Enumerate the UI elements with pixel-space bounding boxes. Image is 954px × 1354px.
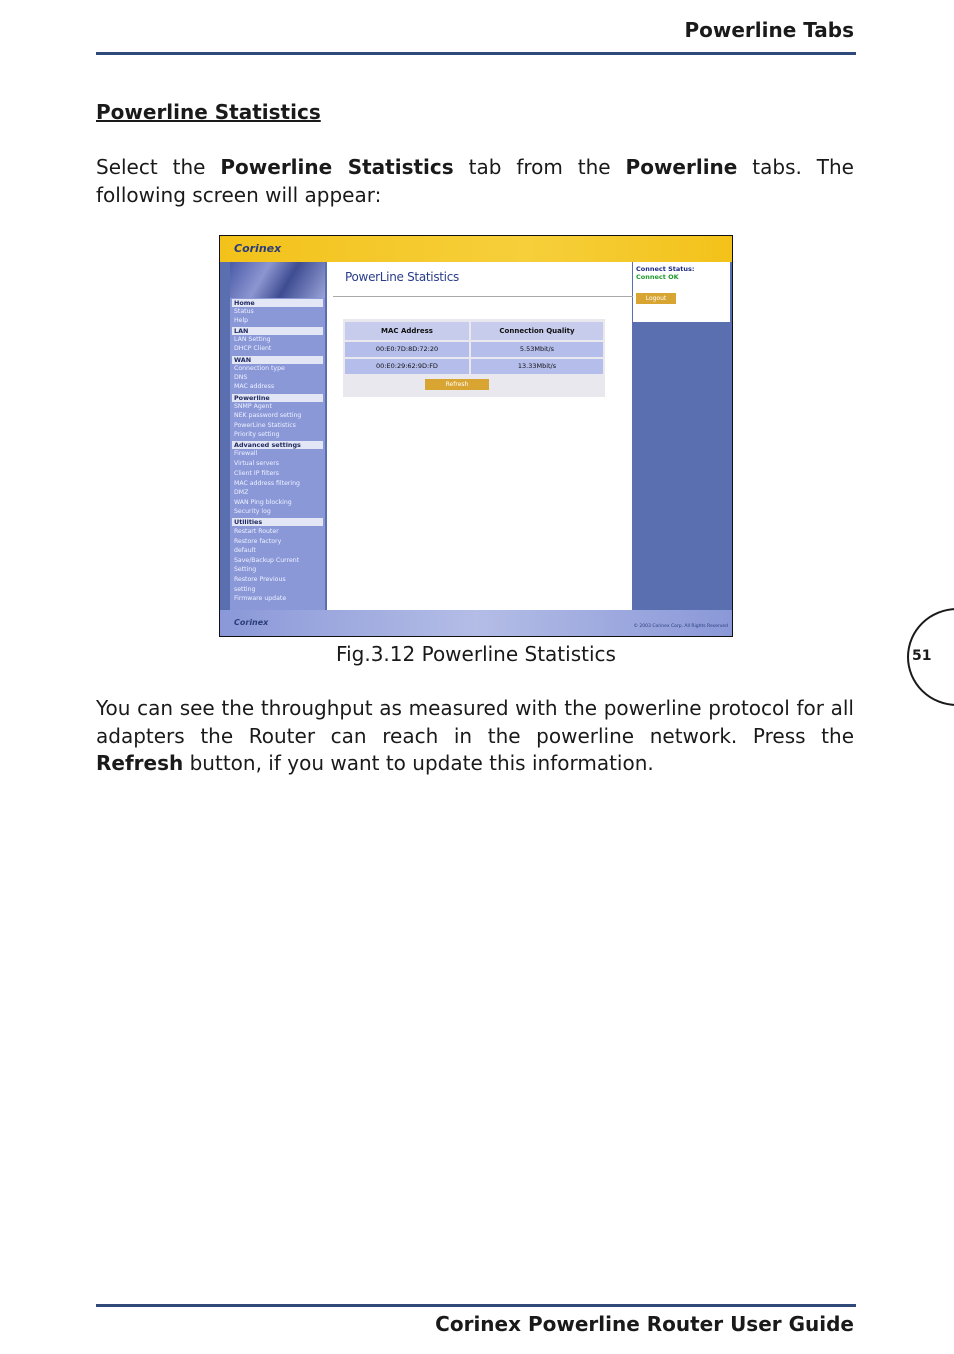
nav-item-mac-address[interactable]: MAC address xyxy=(234,383,275,390)
nav-item-virtual-servers[interactable]: Virtual servers xyxy=(234,460,279,467)
nav-group-powerline[interactable]: Powerline xyxy=(232,394,323,402)
nav-item-setting-2[interactable]: setting xyxy=(234,586,256,593)
running-footer: Corinex Powerline Router User Guide xyxy=(435,1312,854,1336)
header-photo xyxy=(230,262,325,298)
nav-item-firmware-update[interactable]: Firmware update xyxy=(234,595,287,602)
nav-item-nek-password[interactable]: NEK password setting xyxy=(234,412,302,419)
header-rule xyxy=(96,52,856,55)
content-divider xyxy=(333,296,633,297)
table-cell-quality-2: 13.33Mbit/s xyxy=(471,359,603,374)
body-text-1: You can see the throughput as measured with the powerline protocol for all adapters the Router can reach in the powerline network. Press the xyxy=(96,696,854,748)
nav-item-dns[interactable]: DNS xyxy=(234,374,248,381)
refresh-button[interactable]: Refresh xyxy=(425,379,489,390)
nav-item-priority-setting[interactable]: Priority setting xyxy=(234,431,280,438)
connect-status-label: Connect Status: xyxy=(636,265,695,273)
column-header-quality: Connection Quality xyxy=(471,322,603,340)
nav-item-restore-factory[interactable]: Restore factory xyxy=(234,538,282,545)
table-cell-quality-1: 5.53Mbit/s xyxy=(471,342,603,357)
nav-group-utilities[interactable]: Utilities xyxy=(232,518,323,526)
screenshot-page-title: PowerLine Statistics xyxy=(345,270,459,284)
body-text-2: button, if you want to update this information. xyxy=(183,751,654,775)
nav-group-advanced[interactable]: Advanced settings xyxy=(232,441,323,449)
intro-text-1: Select the xyxy=(96,155,221,179)
footer-logo: Corinex xyxy=(234,618,269,627)
column-header-mac: MAC Address xyxy=(345,322,469,340)
nav-item-dmz[interactable]: DMZ xyxy=(234,489,249,496)
nav-item-lan-setting[interactable]: LAN Setting xyxy=(234,336,271,343)
nav-item-security-log[interactable]: Security log xyxy=(234,508,271,515)
page-number: 51 xyxy=(912,648,932,664)
connect-status-panel xyxy=(633,262,730,322)
nav-item-mac-filtering[interactable]: MAC address filtering xyxy=(234,480,300,487)
nav-item-firewall[interactable]: Firewall xyxy=(234,450,258,457)
nav-item-setting[interactable]: Setting xyxy=(234,566,257,573)
body-paragraph xyxy=(96,695,854,778)
running-header: Powerline Tabs xyxy=(684,18,854,42)
body-bold-refresh: Refresh xyxy=(96,751,184,775)
section-heading: Powerline Statistics xyxy=(96,100,321,124)
nav-item-status[interactable]: Status xyxy=(234,308,254,315)
nav-item-save-backup[interactable]: Save/Backup Current xyxy=(234,557,300,564)
nav-item-dhcp-client[interactable]: DHCP Client xyxy=(234,345,272,352)
nav-item-default[interactable]: default xyxy=(234,547,256,554)
logout-button[interactable]: Logout xyxy=(636,293,676,304)
nav-item-restore-previous[interactable]: Restore Previous xyxy=(234,576,286,583)
nav-item-powerline-statistics[interactable]: PowerLine Statistics xyxy=(234,422,296,429)
figure-screenshot xyxy=(219,235,733,637)
corinex-logo: Corinex xyxy=(234,242,282,255)
intro-text-2: tab from the xyxy=(453,155,626,179)
screenshot-sidebar xyxy=(230,298,325,610)
screenshot-topbar xyxy=(220,236,732,262)
screenshot-footer xyxy=(220,610,732,636)
nav-item-wan-ping[interactable]: WAN Ping blocking xyxy=(234,499,292,506)
table-cell-mac-1: 00:E0:7D:8D:72:20 xyxy=(345,342,469,357)
connect-status-value: Connect OK xyxy=(636,273,679,281)
table-cell-mac-2: 00:E0:29:62:9D:FD xyxy=(345,359,469,374)
nav-item-client-ip-filters[interactable]: Client IP filters xyxy=(234,470,280,477)
nav-group-lan[interactable]: LAN xyxy=(232,327,323,335)
intro-bold-1: Powerline Statistics xyxy=(220,155,454,179)
nav-item-help[interactable]: Help xyxy=(234,317,249,324)
intro-bold-2: Powerline xyxy=(625,155,738,179)
figure-caption: Fig.3.12 Powerline Statistics xyxy=(336,642,616,666)
nav-item-restart-router[interactable]: Restart Router xyxy=(234,528,279,535)
screenshot-content xyxy=(327,262,632,610)
intro-text-3: tabs. The following screen will appear: xyxy=(96,155,854,207)
nav-group-wan[interactable]: WAN xyxy=(232,356,323,364)
nav-item-connection-type[interactable]: Connection type xyxy=(234,365,285,372)
nav-group-home[interactable]: Home xyxy=(232,299,323,307)
footer-rule xyxy=(96,1304,856,1307)
nav-item-snmp-agent[interactable]: SNMP Agent xyxy=(234,403,272,410)
copyright-text: © 2003 Corinex Corp. All Rights Reserved xyxy=(633,624,728,629)
intro-paragraph xyxy=(96,154,854,209)
